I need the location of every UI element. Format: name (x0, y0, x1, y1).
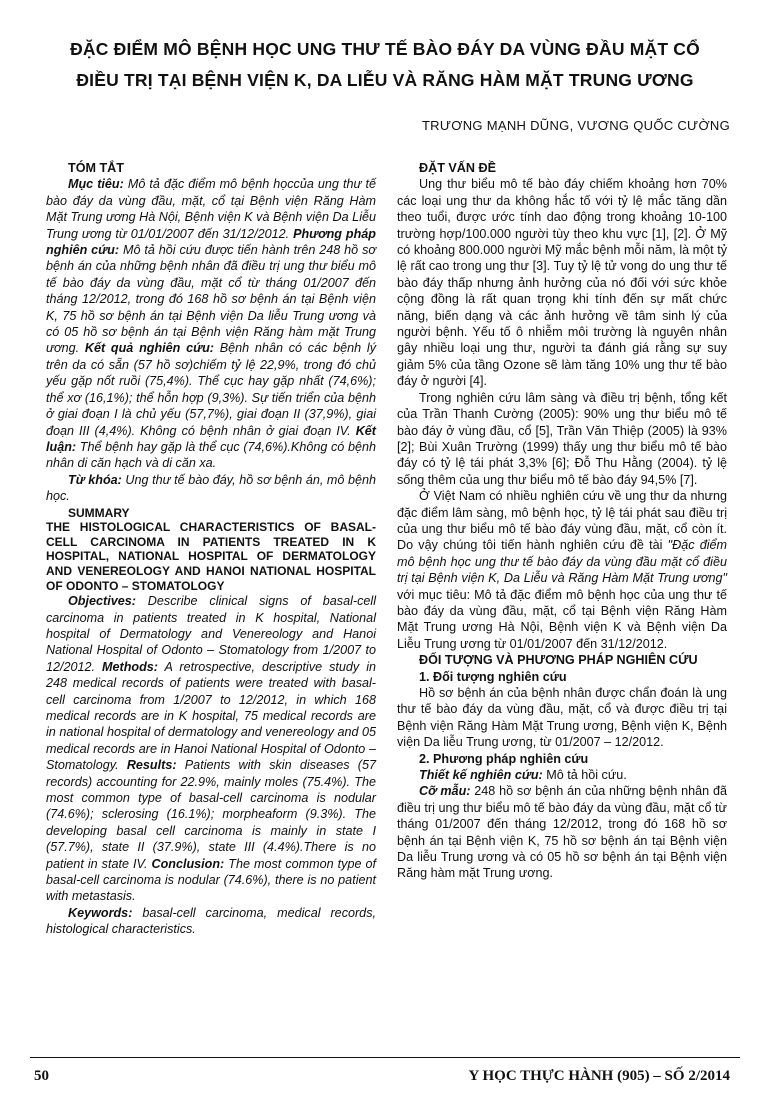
journal-name: Y HỌC THỰC HÀNH (905) – SỐ 2/2014 (468, 1068, 730, 1084)
study-methods-heading: 2. Phương pháp nghiên cứu (419, 751, 589, 766)
methods-text-en: A retrospective, descriptive study in 248 medical records of patients were treated with basal-cell carcinoma from 1/2007 to 12/2012, in which 168 medical records are in K hospital, 75 medical records are in national hospital of dermatology and venereology and 05 medical records are in Hanoi National Hospital of Odonto – Stomatology. (46, 659, 377, 773)
conclusion-text-en: The most common type of basal-cell carcinoma is nodular (74.6%), there is no patient with metastasis. (46, 856, 376, 904)
title-line-2: ĐIỀU TRỊ TẠI BỆNH VIỆN K, DA LIỄU VÀ RĂNG HÀM MẶT TRUNG ƯƠNG (76, 70, 694, 90)
intro-paragraph-3 (397, 488, 727, 652)
objectives-text-en: Describe clinical signs of basal-cell carcinoma in patients treated in K hospital, National hospital of Dermatology and Venereology and Hanoi National Hospital of Odonto – Stomatology from 1/2007 to 12/2012. (46, 594, 376, 674)
abstract-en (46, 593, 376, 905)
methods-heading: ĐỐI TƯỢNG VÀ PHƯƠNG PHÁP NGHIÊN CỨU (419, 653, 698, 668)
title-line-1: ĐẶC ĐIỂM MÔ BỆNH HỌC UNG THƯ TẾ BÀO ĐÁY DA VÙNG ĐẦU MẶT CỔ (70, 39, 700, 59)
authors: TRƯƠNG MẠNH DŨNG, VƯƠNG QUỐC CƯỜNG (421, 118, 730, 133)
sample-paragraph (397, 783, 727, 881)
results-text-vi: Bệnh nhân có các bệnh lý trên da có sẵn (57 hồ sơ)chiếm tỷ lệ 22,9%, trong đó chủ yếu gặp nốt ruồi (75,4%). Thể cục hay gặp nhất (74,6%); thể xơ (16,1%); thể hỗn hợp (9,3%). Sự tiến triển của bệnh ở giai đoạn I là chủ yếu (57,7%), giai đoạn II (37,9%), giai đoạn III (4,4%). Không có bệnh nhân ở giai đoạn IV. (46, 341, 376, 438)
subjects-heading: 1. Đối tượng nghiên cứu (419, 669, 567, 684)
abstract-vi (46, 176, 376, 471)
summary-title: THE HISTOLOGICAL CHARACTERISTICS OF BASAL-CELL CARCINOMA IN PATIENTS TREATED IN K HOSPITAL, NATIONAL HOSPITAL OF DERMATOLOGY AND VENEREOLOGY AND HANOI NATIONAL HOSPITAL OF ODONTO – STOMATOLOGY (46, 520, 376, 593)
conclusion-label-vi: Kết luận: (46, 423, 376, 454)
left-column (46, 160, 376, 938)
methods-text-vi: Mô tả hồi cứu được tiến hành trên 248 hồ sơ bệnh án của những bệnh nhân đã điều trị ung thư biểu mô tế bào đáy da vùng đầu, mặt cổ từ tháng 01/2007 đến tháng 12/2012, trong đó 168 hồ sơ bệnh án tại Bệnh viện K, 75 hồ sơ bệnh án tại Bệnh viện Da liễu Trung ương và có 05 hồ sơ bệnh án tại Bệnh viện Răng hàm mặt Trung ương. (46, 243, 376, 356)
methods-label-vi: Phương pháp nghiên cứu: (46, 226, 376, 258)
conclusion-label-en: Conclusion: (147, 856, 225, 871)
keywords-text-en: basal-cell carcinoma, medical records, histological characteristics. (46, 905, 376, 937)
sample-text: 248 hồ sơ bệnh án của những bệnh nhân đã điều trị ung thư biểu mô tế bào đáy da vùng đầu, mặt cổ từ tháng 01/2007 đến tháng 12/2012, trong đó 168 hồ sơ bệnh án tại Bệnh viện K, 75 hồ sơ bệnh án tại Bệnh viện Da liễu Trung ương và có 05 hồ sơ bệnh án tại Bệnh viện Răng hàm mặt Trung ương. (397, 784, 727, 881)
results-label-en: Results: (118, 758, 177, 773)
conclusion-text-vi: Thể bệnh hay gặp là thể cục (74,6%).Không có bệnh nhân di căn hạch và di căn xa. (46, 439, 376, 471)
design-text: Mô tả hồi cứu. (542, 768, 627, 783)
keywords-label-en: Keywords: (68, 905, 133, 920)
intro-p3-end: với mục tiêu: Mô tả đặc điểm mô bệnh học của ung thư tế bào đáy da vùng đầu, mặt, cổ tại Bệnh viện Răng Hàm Mặt Trung ương Hà Nội, Bệnh viện K và Bệnh viện Da Liễu Trung ương từ 01/01/2007 đến 31/12/2012. (397, 587, 727, 651)
article-title (40, 34, 730, 96)
introduction-heading: ĐẶT VẤN ĐỀ (419, 161, 496, 175)
results-text-en: Patients with skin diseases (57 records) accounting for 22.9%, mainly moles (75.4%). The most common type of basal-cell carcinoma is nodular (74.6%); sclerosing (16.1%); morpheaform (9.3%). The developing basal cell carcinoma is mainly in state I (57.7%), state II (37.9%), state III (4.4%).There is no patient in state IV. (46, 758, 377, 871)
intro-p3-title: "Đặc điểm mô bệnh học ung thư tế bào đáy da vùng đầu mặt cổ điều trị tại Bệnh viện K, Da Liễu và Răng Hàm Mặt Trung ương" (397, 538, 728, 586)
objective-label: Mục tiêu: (68, 177, 124, 192)
results-label-vi: Kết quả nghiên cứu: (79, 341, 214, 356)
footer-rule (30, 1057, 740, 1058)
objective-text: Mô tả đặc điểm mô bệnh họccủa ung thư tế bào đáy da vùng đầu, mặt, cổ tại Bệnh viện Răng Hàm Mặt Trung ương Hà Nội, Bệnh viện K và Bệnh viện Da Liễu Trung ương từ 01/01/2007 đến 31/12/2012. (46, 177, 376, 241)
design-label: Thiết kế nghiên cứu: (419, 768, 543, 783)
intro-paragraph-1: Ung thư biểu mô tế bào đáy chiếm khoảng hơn 70% các loại ung thư da không hắc tố với tỷ lệ mắc tăng dần theo tuổi, được ước tính dao động trong khoảng 10-100 trường hợp/100.000 người tùy theo khu vực [1], [2]. Ở Mỹ có khoảng 800.000 người Mỹ mắc bệnh mỗi năm, là một tỷ lệ rất cao trong ung thư [3]. Tuy tỷ lệ tử vong do ung thư tế bào đáy thấp nhưng ảnh hưởng của nó đối với sức khỏe cộng đồng là rất quan trọng khi tính đến sự mất chức năng, biến dạng và các ảnh hưởng về tâm sinh lý của người bệnh. Yếu tố ô nhiễm môi trường là nguyên nhân gây nhiều loại ung thư, người ta đánh giá rằng sự suy giảm 5% của tầng Ozone sẽ làm tăng 10% ung thư tế bào đáy ở người [4]. (397, 177, 727, 389)
design-paragraph (397, 767, 727, 783)
methods-label-en: Methods: (95, 659, 158, 674)
intro-paragraph-2: Trong nghiên cứu lâm sàng và điều trị bệnh, tổng kết của Trần Thanh Cường (2005): 90% ung thư biểu mô tế bào đáy ở vùng đầu, cổ [5], Trần Văn Thiệp (2005) là 93% [2]; Bùi Xuân Trường (1999) thấy ung thư biểu mô tế bào đáy có tỷ lệ tái phát 3,3% [6]; Đỗ Thu Hằng (2004). tỷ lệ sống thêm của ung thư biểu mô tế bào đáy 94,5% [7]. (397, 390, 727, 487)
intro-p3-start: Ở Việt Nam có nhiều nghiên cứu về ung thư da nhưng đặc điểm lâm sàng, mô bệnh học, tỷ lệ tái phát sau điều trị của ung thư biểu mô tế bào đáy vùng đầu, mặt, cổ còn ít. Do vậy chúng tôi tiến hành nghiên cứu đề tài (397, 489, 727, 553)
objectives-label-en: Objectives: (68, 594, 136, 609)
keywords-vi (46, 472, 376, 505)
sample-label: Cỡ mẫu: (419, 784, 471, 799)
page-number: 50 (34, 1068, 49, 1084)
subjects-text: Hồ sơ bệnh án của bệnh nhân được chẩn đoán là ung thư tế bào đáy da vùng đầu, mặt, cổ và được điều trị tại Bệnh viện Răng Hàm Mặt Trung ương, Bệnh viện K, Bệnh viện Da liễu Trung ương, từ 01/2007 – 12/2012. (397, 686, 727, 750)
keywords-text-vi: Ung thư tế bào đáy, hồ sơ bệnh án, mô bệnh học. (46, 472, 376, 504)
summary-heading: SUMMARY (68, 505, 130, 520)
keywords-en (46, 905, 376, 938)
abstract-heading: TÓM TẮT (68, 161, 124, 175)
keywords-label-vi: Từ khóa: (68, 472, 122, 487)
right-column (397, 160, 727, 882)
